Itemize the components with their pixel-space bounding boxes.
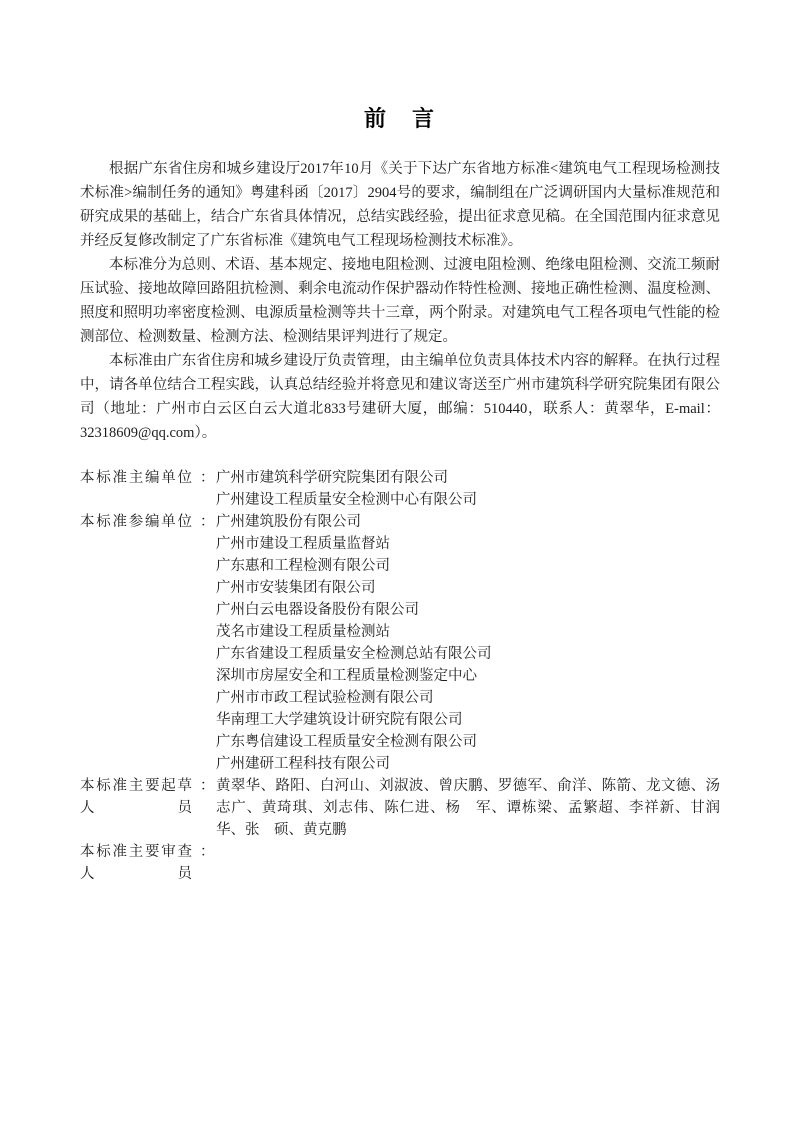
paragraph-basis: 根据广东省住房和城乡建设厅2017年10月《关于下达广东省地方标准<建筑电气工程现场检测技术标准>编制任务的通知》粤建科函〔2017〕2904号的要求，编制组在广泛调研国内大量标准规范和研究成果的基础上，结合广东省具体情况，总结实践经验，提出征求意见稿。在全国范围内征求意见并经反复修改制定了广东省标准《建筑电气工程现场检测技术标准》。 <box>80 161 720 249</box>
reviewers-row <box>80 841 720 885</box>
organization-name: 深圳市房屋安全和工程质量检测鉴定中心 <box>216 668 477 684</box>
organization-name: 茂名市建设工程质量检测站 <box>216 624 390 640</box>
organization-name: 广州白云电器设备股份有限公司 <box>216 602 419 618</box>
page-title: 前 言 <box>363 106 436 131</box>
drafters-label: 本标准主要起草人员 <box>80 778 192 816</box>
organization-name: 广州建设工程质量安全检测中心有限公司 <box>216 492 477 508</box>
participating-units-list <box>216 511 720 775</box>
organization-name: 广东惠和工程检测有限公司 <box>216 558 390 574</box>
chief-editor-units-list <box>216 467 720 511</box>
organization-name: 广州市市政工程试验检测有限公司 <box>216 690 434 706</box>
reviewers-label: 本标准主要审查人员 <box>80 844 192 882</box>
participating-units-label: 本标准参编单位 <box>80 514 192 530</box>
organization-name: 广州建研工程科技有限公司 <box>216 756 390 772</box>
drafters-row <box>80 775 720 841</box>
organization-name: 广州市建设工程质量监督站 <box>216 536 390 552</box>
organization-name: 广州建筑股份有限公司 <box>216 514 361 530</box>
participating-units-row <box>80 511 720 775</box>
colon-separator: ： <box>200 778 215 794</box>
organization-name: 广东省建设工程质量安全检测总站有限公司 <box>216 646 492 662</box>
colon-separator: ： <box>200 514 215 530</box>
chief-editor-units-label: 本标准主编单位 <box>80 470 192 486</box>
credits-section <box>80 467 720 885</box>
organization-name: 广东粤信建设工程质量安全检测有限公司 <box>216 734 477 750</box>
colon-separator: ： <box>200 470 215 486</box>
colon-separator: ： <box>200 844 215 860</box>
chief-editor-units-row <box>80 467 720 511</box>
organization-name: 华南理工大学建筑设计研究院有限公司 <box>216 712 463 728</box>
paragraph-management: 本标准由广东省住房和城乡建设厅负责管理，由主编单位负责具体技术内容的解释。在执行过程中，请各单位结合工程实践，认真总结经验并将意见和建议寄送至广州市建筑科学研究院集团有限公司（地址：广州市白云区白云大道北833号建研大厦，邮编：510440，联系人：黄翠华，E-mail：32318609@qq.com）。 <box>80 353 720 441</box>
preface-body <box>80 157 720 445</box>
organization-name: 广州市建筑科学研究院集团有限公司 <box>216 470 448 486</box>
organization-name: 广州市安装集团有限公司 <box>216 580 376 596</box>
drafter-names: 黄翠华、路阳、白河山、刘淑波、曾庆鹏、罗德军、俞洋、陈箭、龙文德、汤志广、黄琦琪、刘志伟、陈仁进、杨 军、谭栋梁、孟繁超、李祥新、甘润华、张 硕、黄克鹏 <box>216 778 720 838</box>
paragraph-contents: 本标准分为总则、术语、基本规定、接地电阻检测、过渡电阻检测、绝缘电阻检测、交流工频耐压试验、接地故障回路阻抗检测、剩余电流动作保护器动作特性检测、接地正确性检测、温度检测、照度和照明功率密度检测、电源质量检测等共十三章，两个附录。对建筑电气工程各项电气性能的检测部位、检测数量、检测方法、检测结果评判进行了规定。 <box>80 257 720 345</box>
